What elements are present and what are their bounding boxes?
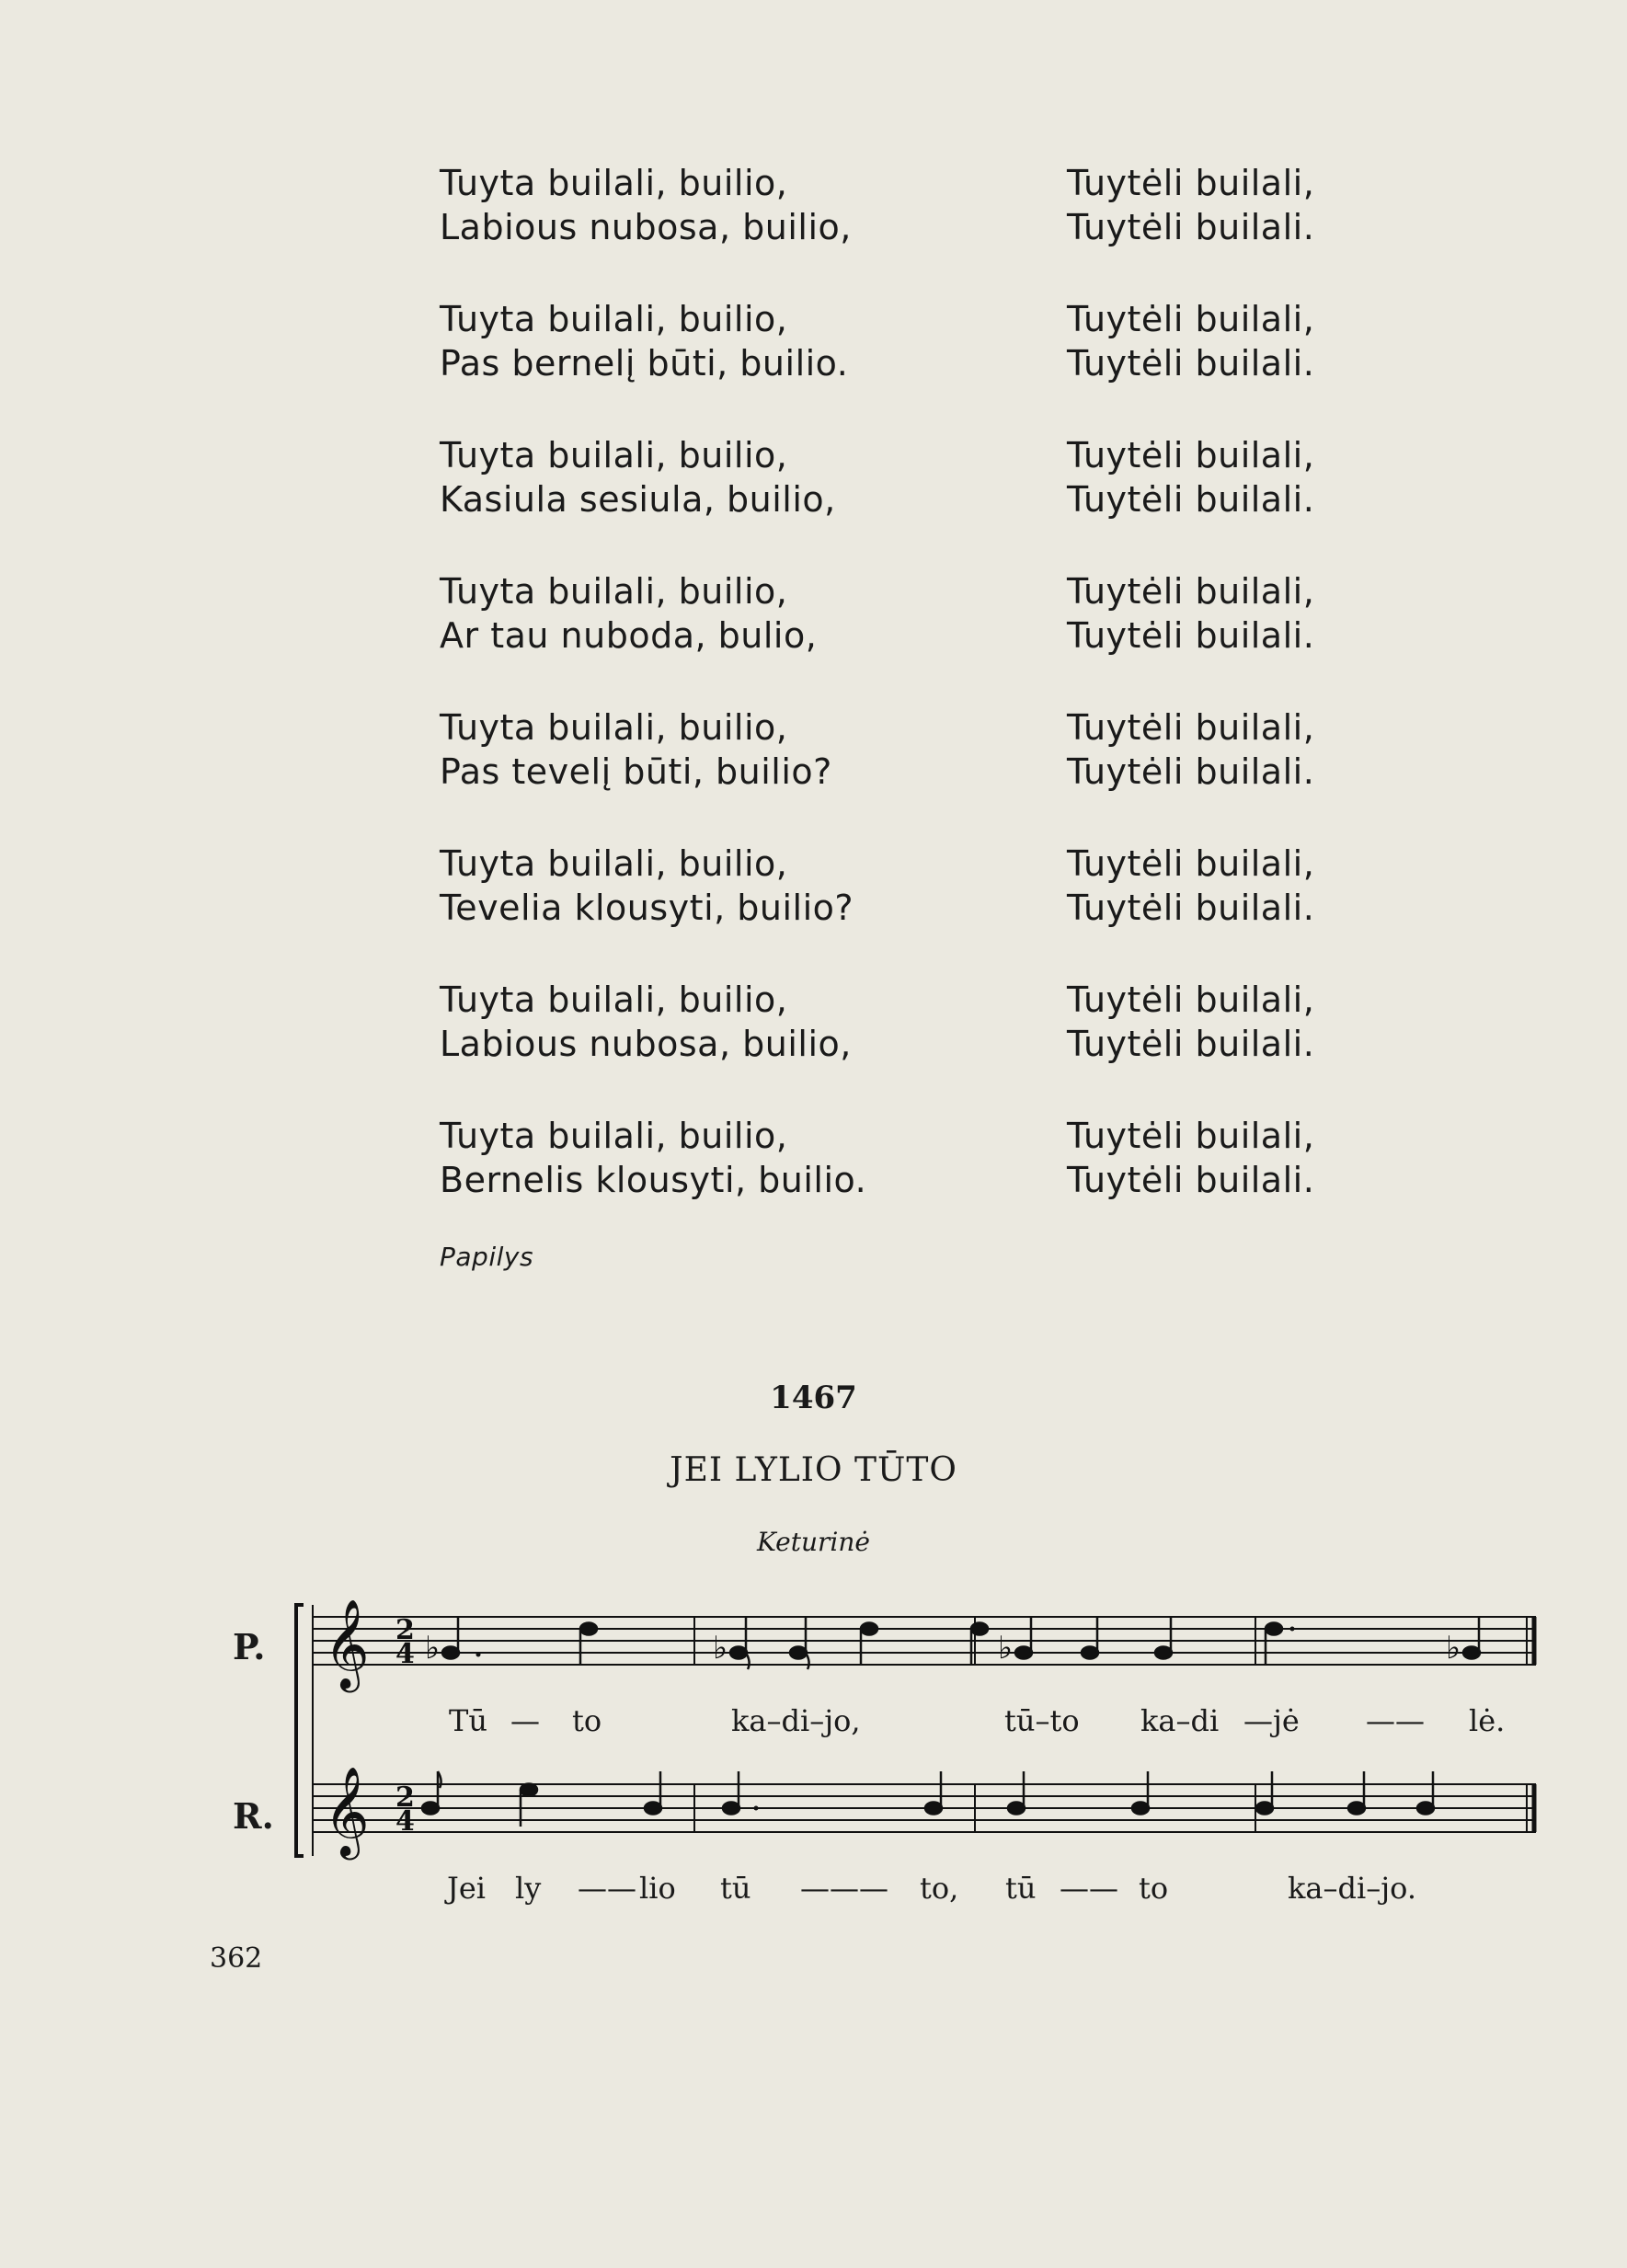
lyric-dash: —— bbox=[1060, 1871, 1118, 1906]
refrain-line: Tuytėli builali. bbox=[1067, 1160, 1315, 1200]
treble-clef-icon: 𝄞 bbox=[324, 1766, 370, 1856]
verse-line: Tuyta builali, builio, bbox=[440, 163, 788, 203]
flat-icon: ♭ bbox=[998, 1630, 1014, 1667]
refrain-line: Tuytėli builali. bbox=[1067, 888, 1315, 928]
verse-line: Tuyta builali, builio, bbox=[440, 435, 788, 475]
refrain-line: Tuytėli builali, bbox=[1067, 299, 1315, 339]
lyric-syllable: ka–di–jo, bbox=[731, 1703, 861, 1738]
voice-label-r: R. bbox=[233, 1795, 274, 1837]
refrain-line: Tuytėli builali. bbox=[1067, 1024, 1315, 1064]
verse-line: Bernelis klousyti, builio. bbox=[440, 1160, 867, 1200]
verse-line: Pas bernelį būti, builio. bbox=[440, 343, 849, 384]
lyric-syllable: ka–di bbox=[1140, 1703, 1220, 1738]
refrain-line: Tuytėli builali. bbox=[1067, 615, 1315, 656]
song-subtitle: Keturinė bbox=[757, 1527, 870, 1557]
time-signature-top: 2 bbox=[395, 1614, 415, 1646]
system-bracket bbox=[296, 1605, 304, 1856]
notes-r bbox=[422, 1771, 1434, 1827]
refrain-line: Tuytėli builali. bbox=[1067, 479, 1315, 520]
lyric-syllable: tū–to bbox=[1004, 1703, 1080, 1738]
lyric-syllable: to bbox=[572, 1703, 602, 1738]
note-head bbox=[442, 1647, 459, 1659]
lyric-dash: ——— bbox=[800, 1871, 888, 1906]
lyric-syllable: lė. bbox=[1469, 1703, 1506, 1738]
note-head bbox=[580, 1623, 597, 1635]
verse-line: Ar tau nuboda, bulio, bbox=[440, 615, 818, 656]
lyric-dash: —— bbox=[578, 1871, 636, 1906]
lyric-syllable: ka–di–jo. bbox=[1288, 1871, 1416, 1906]
treble-clef-icon: 𝄞 bbox=[324, 1598, 370, 1689]
lyric-syllable: Tū bbox=[449, 1703, 487, 1738]
lyric-syllable: ly bbox=[515, 1871, 542, 1906]
verse-line: Tuyta builali, builio, bbox=[440, 843, 788, 884]
refrain-line: Tuytėli builali, bbox=[1067, 707, 1315, 748]
page-number: 362 bbox=[210, 1942, 263, 1975]
refrain-line: Tuytėli builali, bbox=[1067, 571, 1315, 612]
notes-p bbox=[425, 1616, 1480, 1669]
verse-line: Labious nubosa, builio, bbox=[440, 207, 852, 247]
verse-line: Tuyta builali, builio, bbox=[440, 979, 788, 1020]
verse-line: Tuyta builali, builio, bbox=[440, 1116, 788, 1156]
refrain-line: Tuytėli builali, bbox=[1067, 1116, 1315, 1156]
flat-icon: ♭ bbox=[713, 1630, 728, 1667]
song-title: JEI LYLIO TŪTO bbox=[670, 1451, 957, 1489]
place-of-recording: Papilys bbox=[440, 1242, 534, 1272]
verse-line: Labious nubosa, builio, bbox=[440, 1024, 852, 1064]
refrain-line: Tuytėli builali. bbox=[1067, 343, 1315, 384]
verse-line: Pas tevelį būti, builio? bbox=[440, 751, 832, 792]
flat-icon: ♭ bbox=[425, 1630, 441, 1667]
lyric-syllable: —jė bbox=[1243, 1703, 1300, 1738]
lyric-syllable: to, bbox=[920, 1871, 959, 1906]
flat-icon: ♭ bbox=[1446, 1630, 1461, 1667]
lyric-syllable: Jei bbox=[447, 1871, 486, 1906]
lyric-syllable: tū bbox=[720, 1871, 751, 1906]
verse-line: Kasiula sesiula, builio, bbox=[440, 479, 836, 520]
refrain-line: Tuytėli builali, bbox=[1067, 163, 1315, 203]
verse-line: Tuyta builali, builio, bbox=[440, 299, 788, 339]
refrain-line: Tuytėli builali. bbox=[1067, 207, 1315, 247]
lyric-dash: — bbox=[510, 1703, 540, 1738]
refrain-line: Tuytėli builali, bbox=[1067, 843, 1315, 884]
verse-line: Tuyta builali, builio, bbox=[440, 571, 788, 612]
song-number: 1467 bbox=[770, 1380, 857, 1416]
time-signature-bottom: 4 bbox=[395, 1638, 415, 1670]
lyric-syllable: to bbox=[1139, 1871, 1169, 1906]
lyric-syllable: tū bbox=[1005, 1871, 1037, 1906]
refrain-line: Tuytėli builali, bbox=[1067, 979, 1315, 1020]
lyric-syllable: lio bbox=[639, 1871, 676, 1906]
refrain-line: Tuytėli builali, bbox=[1067, 435, 1315, 475]
time-signature-bottom: 4 bbox=[395, 1805, 415, 1838]
staff-p bbox=[313, 1617, 1536, 1665]
refrain-line: Tuytėli builali. bbox=[1067, 751, 1315, 792]
time-signature-top: 2 bbox=[395, 1781, 415, 1814]
verse-line: Tevelia klousyti, builio? bbox=[440, 888, 854, 928]
verse-line: Tuyta builali, builio, bbox=[440, 707, 788, 748]
voice-label-p: P. bbox=[233, 1626, 266, 1667]
lyric-dash: —— bbox=[1366, 1703, 1425, 1738]
